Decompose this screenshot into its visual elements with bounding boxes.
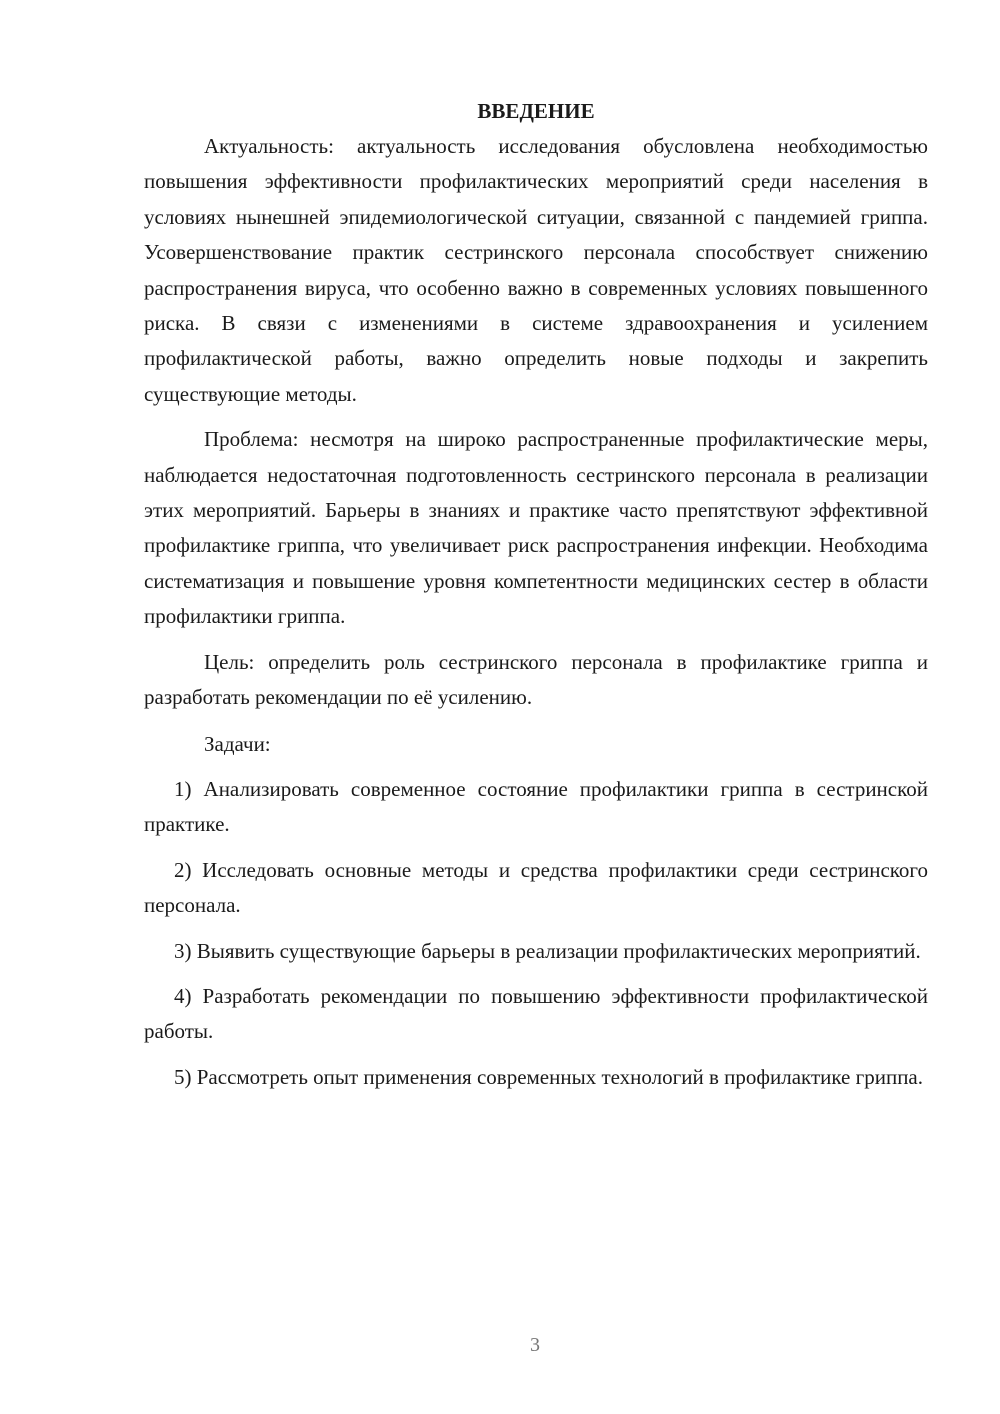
relevance-paragraph: Актуальность: актуальность исследования обусловлена необходимостью повышения эффективности профилактических мероприятий среди населения в условиях нынешней эпидемиологической ситуации, связанной с пандемией гриппа. Усовершенствование практик сестринского персонала способствует снижению распространения вируса, что особенно важно в современных условиях повышенного риска. В связи с изменениями в системе здравоохранения и усилением профилактической работы, важно определить новые подходы и закрепить существующие методы.: [144, 134, 928, 406]
goal-paragraph: Цель: определить роль сестринского персонала в профилактике гриппа и разработать рекомендации по её усилению.: [144, 649, 928, 710]
task-item: 5) Рассмотреть опыт применения современных технологий в профилактике гриппа.: [174, 1064, 924, 1089]
problem-paragraph: Проблема: несмотря на широко распространенные профилактические меры, наблюдается недостаточная подготовленность сестринского персонала в реализации этих мероприятий. Барьеры в знаниях и практике часто препятствуют эффективной профилактике гриппа, что увеличивает риск распространения инфекции. Необходима систематизация и повышение уровня компетентности медицинских сестер в области профилактики гриппа.: [144, 427, 928, 629]
page-content: [144, 94, 928, 1095]
tasks-label: Задачи:: [204, 731, 271, 756]
task-item: 2) Исследовать основные методы и средства профилактики среди сестринского персонала.: [144, 857, 928, 918]
section-heading: ВВЕДЕНИЕ: [477, 99, 595, 123]
page-number: 3: [530, 1334, 540, 1356]
task-item: 1) Анализировать современное состояние профилактики гриппа в сестринской практике.: [144, 776, 928, 837]
task-item: 4) Разработать рекомендации по повышению эффективности профилактической работы.: [144, 983, 928, 1044]
tasks-list: [144, 772, 928, 1095]
task-item: 3) Выявить существующие барьеры в реализации профилактических мероприятий.: [174, 938, 921, 963]
